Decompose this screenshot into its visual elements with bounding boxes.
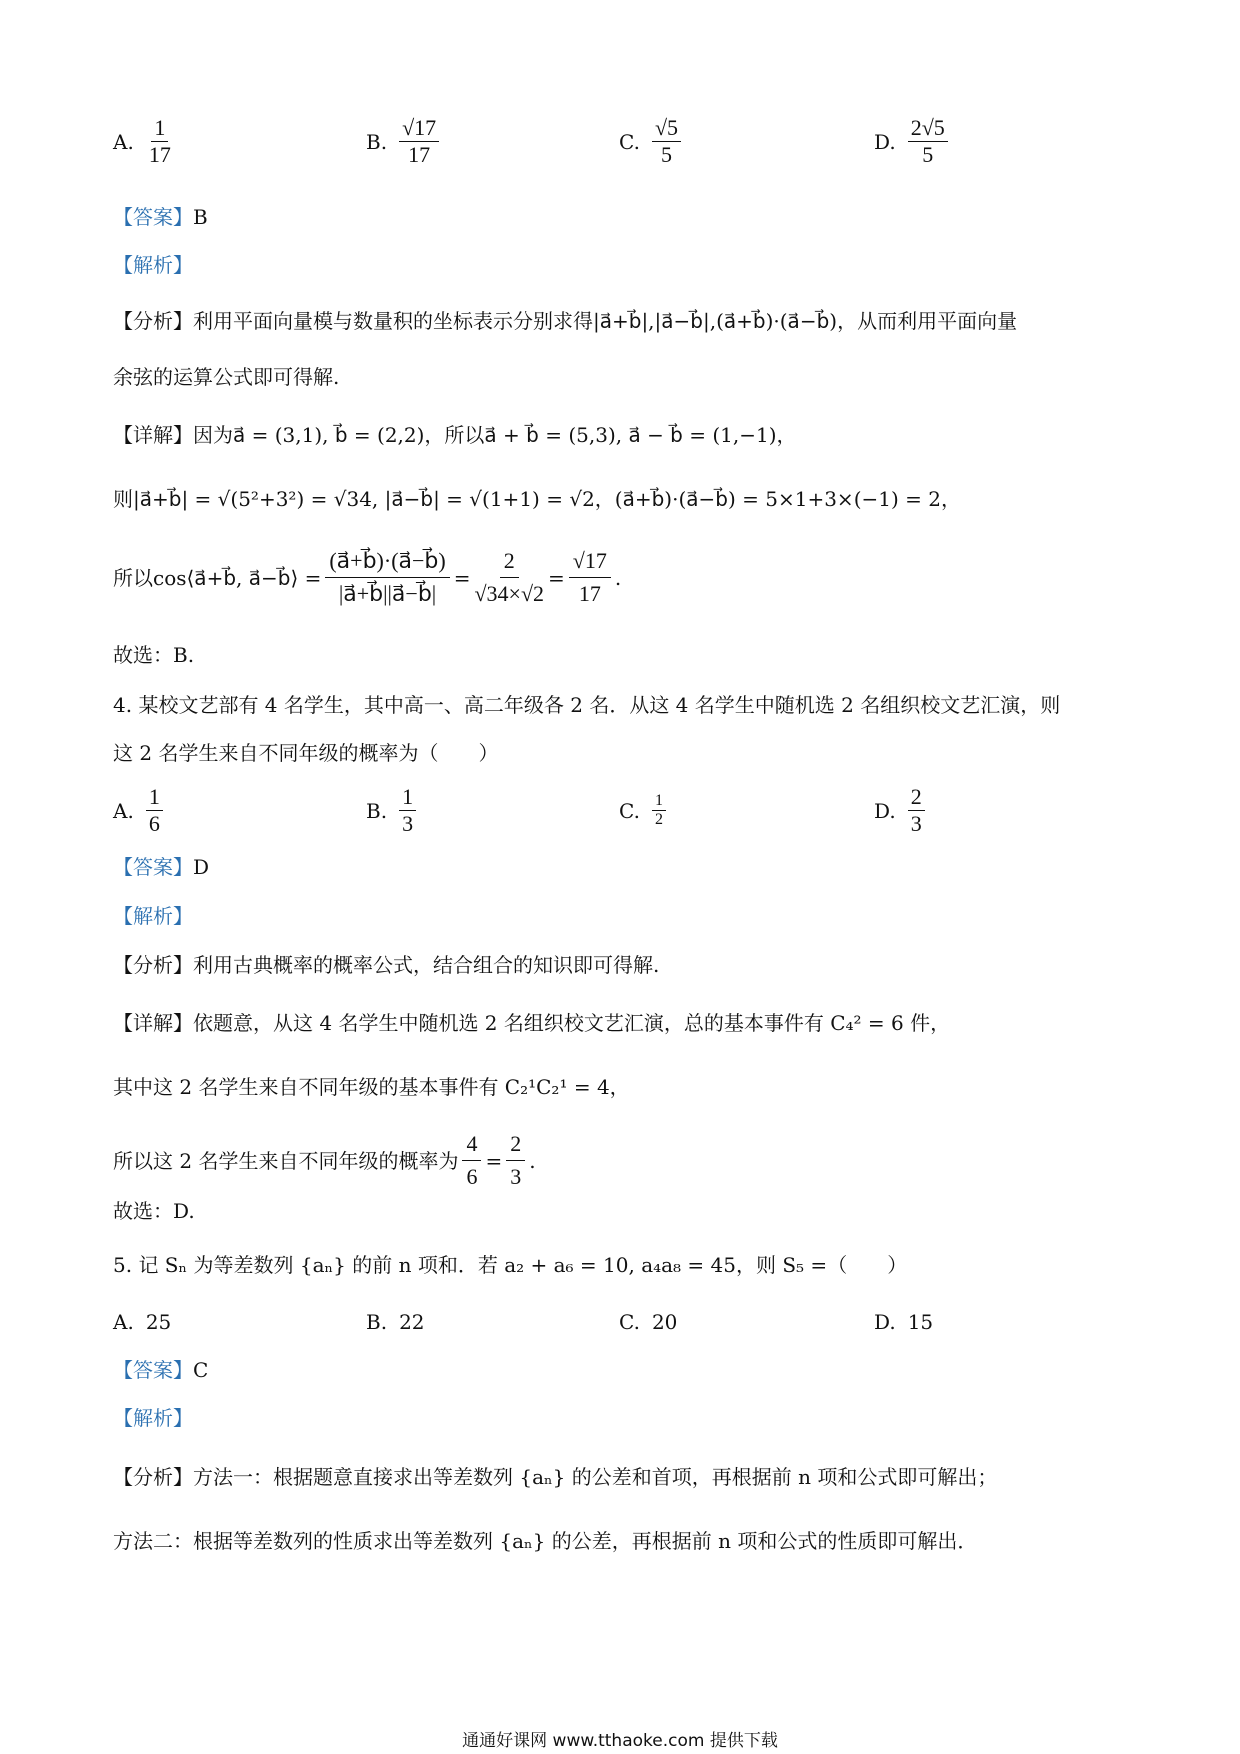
q5-stem: 5. 记 Sₙ 为等差数列 {aₙ} 的前 n 项和．若 a₂ + a₆ = 10, a₄a₈ = 45，则 S₅ =（ ） [113,1253,908,1277]
fraction: $\frac{1}{17}$ [148,115,171,167]
fenxi-text: 利用古典概率的概率公式，结合组合的知识即可得解. [193,953,660,977]
fraction: $\frac{1}{6}$ [146,784,163,837]
fraction: $\frac{4}{6}$ [462,1128,481,1193]
q3-xiangjie [113,420,797,450]
fraction: $\frac{√17}{17}$ [399,115,439,168]
q4-xiangjie [113,1008,950,1038]
option-label: A. [113,1310,134,1334]
q3-analysis-tag: 【解析】 [113,253,193,277]
q3-option-c [619,115,681,168]
q4-option-c [619,792,666,829]
option-label: D. [874,798,896,823]
fraction: $\frac{1}{2}$ [652,792,666,829]
q4-fenxi [113,950,659,980]
q3-fenxi-line2: 余弦的运算公式即可得解. [113,365,340,389]
q5-option-d: D. 15 [874,1310,934,1334]
q4-stem-line2: 这 2 名学生来自不同年级的概率为（ ） [113,741,499,765]
option-label: C. [619,129,640,154]
answer-value: C [193,1358,209,1382]
option-label: B. [366,129,388,154]
q3-xiangjie-line2: 则|a⃗+b⃗| = √(5²+3²) = √34, |a⃗−b⃗| = √(1+1) = √2，(a⃗+b⃗)·(a⃗−b⃗) = 5×1+3×(−1) = 2， [113,487,961,511]
q4-option-b [366,784,416,837]
option-label: B. [366,1310,388,1334]
fraction: $\frac{2}{√34\times√2}$ [474,545,544,610]
q4-stem-line1: 4. 某校文艺部有 4 名学生，其中高一、高二年级各 2 名．从这 4 名学生中随机选 2 名组织校文艺汇演，则 [113,693,1061,717]
xiangjie-text: 因为a⃗ = (3,1), b⃗ = (2,2)，所以a⃗ + b⃗ = (5,3), a⃗ − b⃗ = (1,−1)， [193,423,797,447]
q3-answer [113,202,208,232]
q3-option-a [113,115,174,168]
q4-answer [113,852,209,882]
fraction: $\frac{2}{3}$ [506,1128,525,1193]
q4-guxuan: 故选：D. [113,1199,195,1223]
fraction: $\frac{√5}{5}$ [652,115,681,168]
q3-guxuan: 故选：B. [113,643,195,667]
fraction: $\frac{1}{3}$ [399,784,416,837]
q4-xiangjie-line3: 所以这 2 名学生来自不同年级的概率为 $\frac{4}{6}$ = $\frac{2}{3}$ . [113,1128,536,1193]
q5-analysis-tag: 【解析】 [113,1406,193,1430]
q4-analysis-tag: 【解析】 [113,904,193,928]
q3-option-d [874,115,948,168]
fenxi-tag: 【分析】 [113,1465,193,1489]
option-label: C. [619,1310,640,1334]
fraction: $\frac{(a⃗+b⃗)\cdot(a⃗-b⃗)}{|a⃗+b⃗||a⃗-b⃗|}$ [325,545,449,610]
q5-fenxi-line2: 方法二：根据等差数列的性质求出等差数列 {aₙ} 的公差，再根据前 n 项和公式的性质即可解出． [113,1529,978,1553]
xiangjie-text: 依题意，从这 4 名学生中随机选 2 名组织校文艺汇演，总的基本事件有 C₄² = 6 件， [193,1011,951,1035]
option-label: D. [874,1310,896,1334]
q5-option-b: B. 22 [366,1310,425,1334]
q5-option-c: C. 20 [619,1310,678,1334]
answer-tag: 【答案】 [113,1358,193,1382]
q4-option-d [874,784,925,837]
fraction: $\frac{2√5}{5}$ [908,115,948,168]
q5-answer [113,1355,208,1385]
fenxi-text: 利用平面向量模与数量积的坐标表示分别求得|a⃗+b⃗|,|a⃗−b⃗|,(a⃗+b⃗)·(a⃗−b⃗)，从而利用平面向量 [193,309,1018,333]
option-label: C. [619,798,640,823]
q5-fenxi [113,1462,997,1492]
xiangjie-tag: 【详解】 [113,423,193,447]
fenxi-tag: 【分析】 [113,953,193,977]
q3-fenxi [113,306,1017,336]
answer-tag: 【答案】 [113,205,193,229]
xiangjie-tag: 【详解】 [113,1011,193,1035]
option-label: D. [874,129,896,154]
option-label: A. [113,129,134,154]
answer-tag: 【答案】 [113,855,193,879]
answer-value: B [193,205,208,229]
footer: 通通好课网 www.tthaoke.com 提供下载 [462,1731,778,1751]
q4-option-a [113,784,163,837]
fenxi-tag: 【分析】 [113,309,193,333]
fenxi-text: 方法一：根据题意直接求出等差数列 {aₙ} 的公差和首项，再根据前 n 项和公式即可解出； [193,1465,998,1489]
fraction: $\frac{√17}{17}$ [569,545,611,610]
option-label: A. [113,798,134,823]
q3-xiangjie-line3: 所以cos⟨a⃗+b⃗, a⃗−b⃗⟩ = $\frac{(a⃗+b⃗)\cdot(a⃗-b⃗)}{|a⃗+b⃗||a⃗-b⃗|}$ = $\frac{2}{√34\times√2}$ = $\frac{√17}{17}$ . [113,545,621,610]
q5-option-a: A. 25 [113,1310,172,1334]
q3-option-b [366,115,439,168]
answer-value: D [193,855,210,879]
q4-xiangjie-line2: 其中这 2 名学生来自不同年级的基本事件有 C₂¹C₂¹ = 4， [113,1075,630,1099]
fraction: $\frac{2}{3}$ [908,784,925,837]
option-label: B. [366,798,388,823]
